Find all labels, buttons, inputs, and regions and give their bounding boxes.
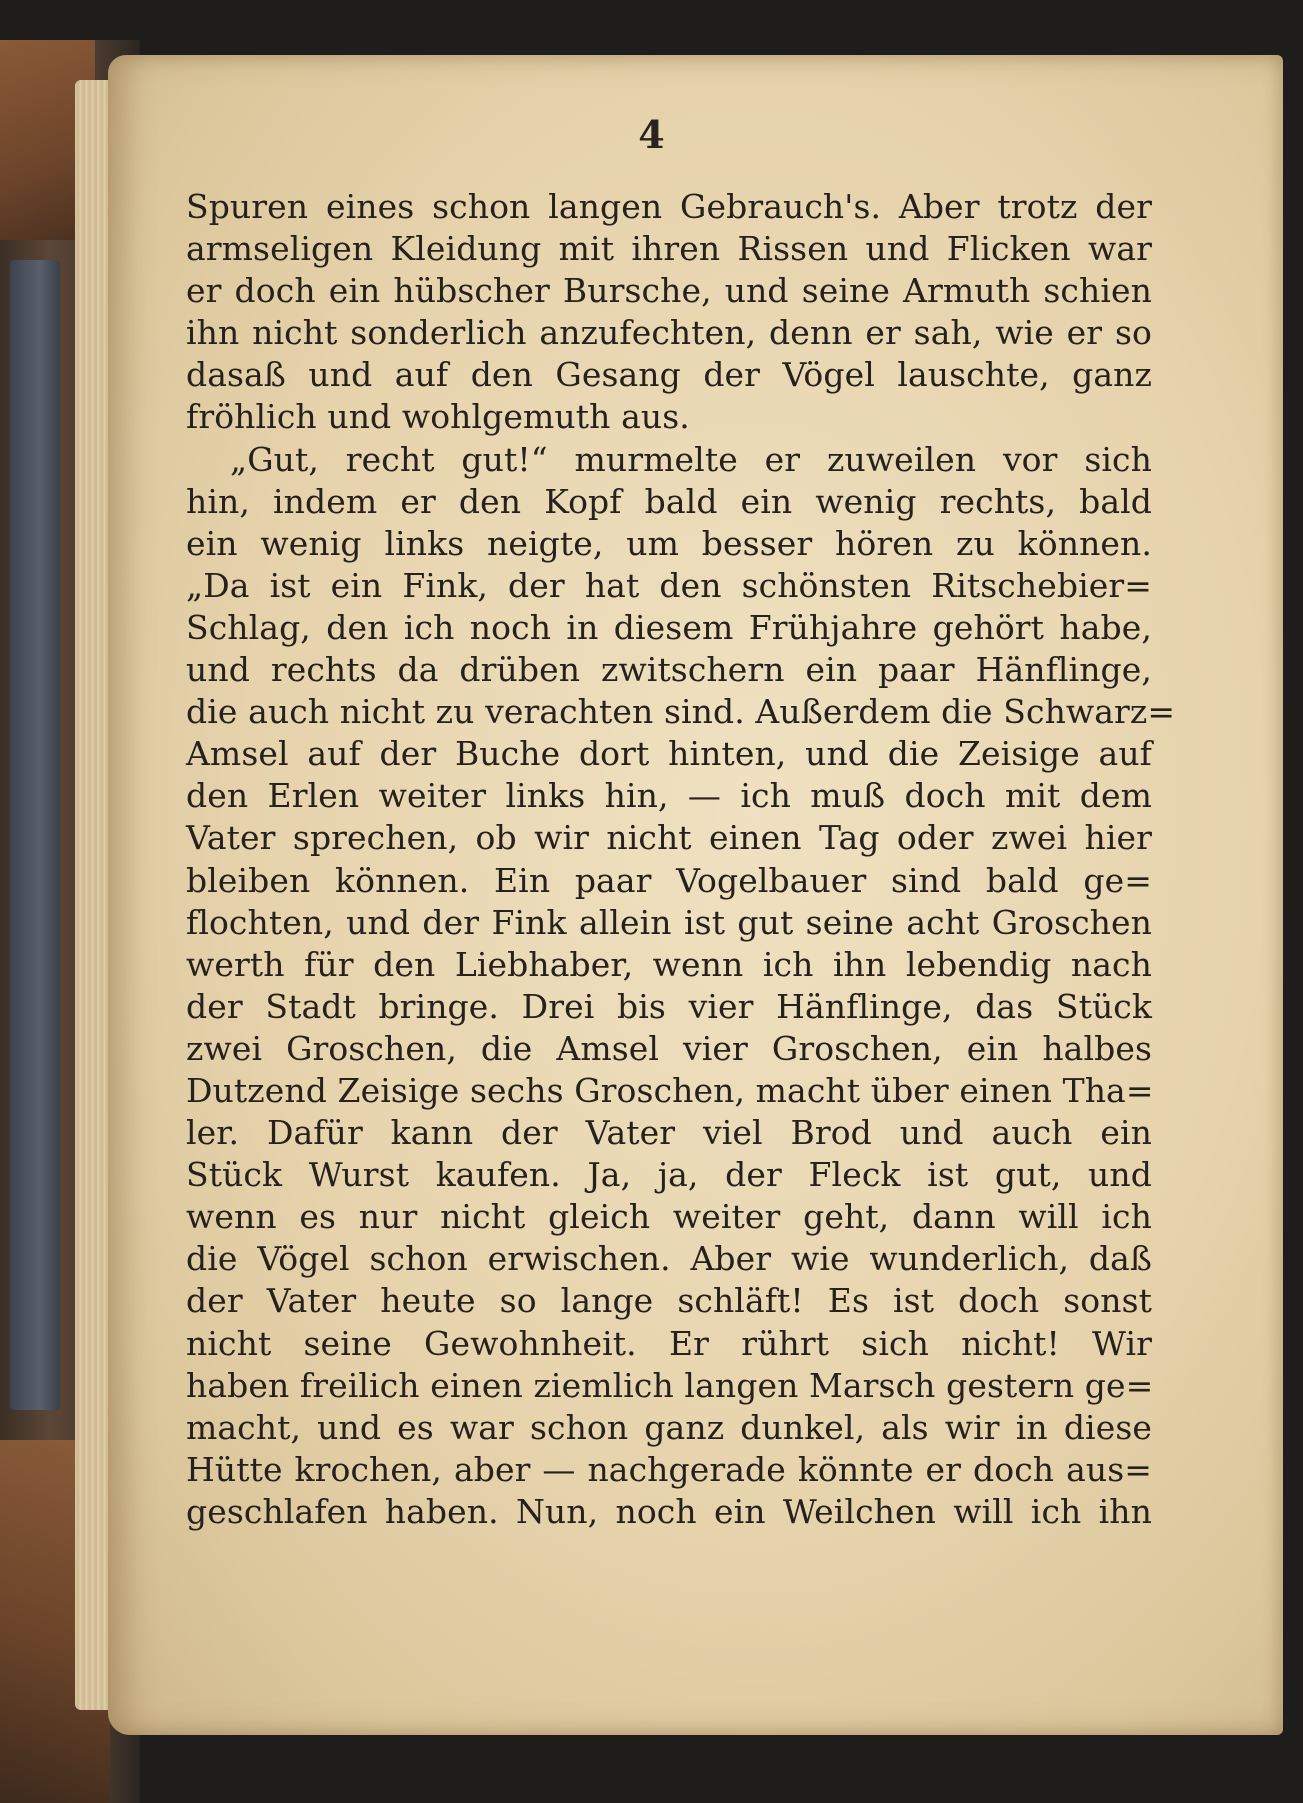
text-line: nicht seine Gewohnheit. Er rührt sich nicht! Wir (186, 1323, 1152, 1363)
text-line: er doch ein hübscher Bursche, und seine Armuth schien (186, 271, 1152, 311)
text-line: ein wenig links neigte, um besser hören zu können. (186, 523, 1152, 563)
text-line: der Vater heute so lange schläft! Es ist doch sonst (186, 1281, 1152, 1321)
text-line: fröhlich und wohlgemuth aus. (186, 397, 690, 437)
text-line: die auch nicht zu verachten sind. Außerdem die Schwarz= (186, 692, 1176, 732)
text-line: ler. Dafür kann der Vater viel Brod und auch ein (186, 1113, 1152, 1153)
text-line: den Erlen weiter links hin, — ich muß doch mit dem (186, 776, 1152, 816)
text-line: hin, indem er den Kopf bald ein wenig rechts, bald (186, 481, 1152, 521)
text-line: die Vögel schon erwischen. Aber wie wunderlich, daß (186, 1239, 1152, 1279)
text-line: „Gut, recht gut!“ murmelte er zuweilen vor sich (230, 439, 1152, 479)
text-line: der Stadt bringe. Drei bis vier Hänflinge, das Stück (186, 986, 1152, 1026)
text-line: geschlafen haben. Nun, noch ein Weilchen will ich ihn (186, 1491, 1152, 1531)
text-line: Vater sprechen, ob wir nicht einen Tag oder zwei hier (186, 818, 1152, 858)
text-line: Schlag, den ich noch in diesem Frühjahre gehört habe, (186, 607, 1152, 647)
text-line: Hütte krochen, aber — nachgerade könnte er doch aus= (186, 1449, 1152, 1489)
text-line: und rechts da drüben zwitschern ein paar Hänflinge, (186, 650, 1152, 690)
text-line: zwei Groschen, die Amsel vier Groschen, ein halbes (186, 1028, 1152, 1068)
text-line: Stück Wurst kaufen. Ja, ja, der Fleck ist gut, und (186, 1155, 1152, 1195)
text-line: Spuren eines schon langen Gebrauch's. Aber trotz der (186, 187, 1152, 226)
body-text (186, 186, 1176, 1533)
text-line: Dutzend Zeisige sechs Groschen, macht über einen Tha= (186, 1070, 1154, 1110)
text-line: ihn nicht sonderlich anzufechten, denn er sah, wie er so (186, 313, 1152, 353)
text-line: werth für den Liebhaber, wenn ich ihn lebendig nach (186, 944, 1152, 984)
text-line: bleiben können. Ein paar Vogelbauer sind bald ge= (186, 860, 1152, 900)
text-line: flochten, und der Fink allein ist gut seine acht Groschen (186, 902, 1152, 942)
text-line: Amsel auf der Buche dort hinten, und die Zeisige auf (186, 734, 1152, 774)
book-cover-cloth (10, 260, 60, 1410)
text-line: haben freilich einen ziemlich langen Marsch gestern ge= (186, 1365, 1154, 1405)
text-line: dasaß und auf den Gesang der Vögel lauschte, ganz (186, 355, 1152, 395)
page-number: 4 (638, 112, 665, 157)
text-line: „Da ist ein Fink, der hat den schönsten Ritschebier= (186, 565, 1152, 605)
text-line: armseligen Kleidung mit ihren Rissen und Flicken war (186, 229, 1152, 269)
text-line: wenn es nur nicht gleich weiter geht, dann will ich (186, 1197, 1152, 1237)
text-line: macht, und es war schon ganz dunkel, als wir in diese (186, 1407, 1152, 1447)
